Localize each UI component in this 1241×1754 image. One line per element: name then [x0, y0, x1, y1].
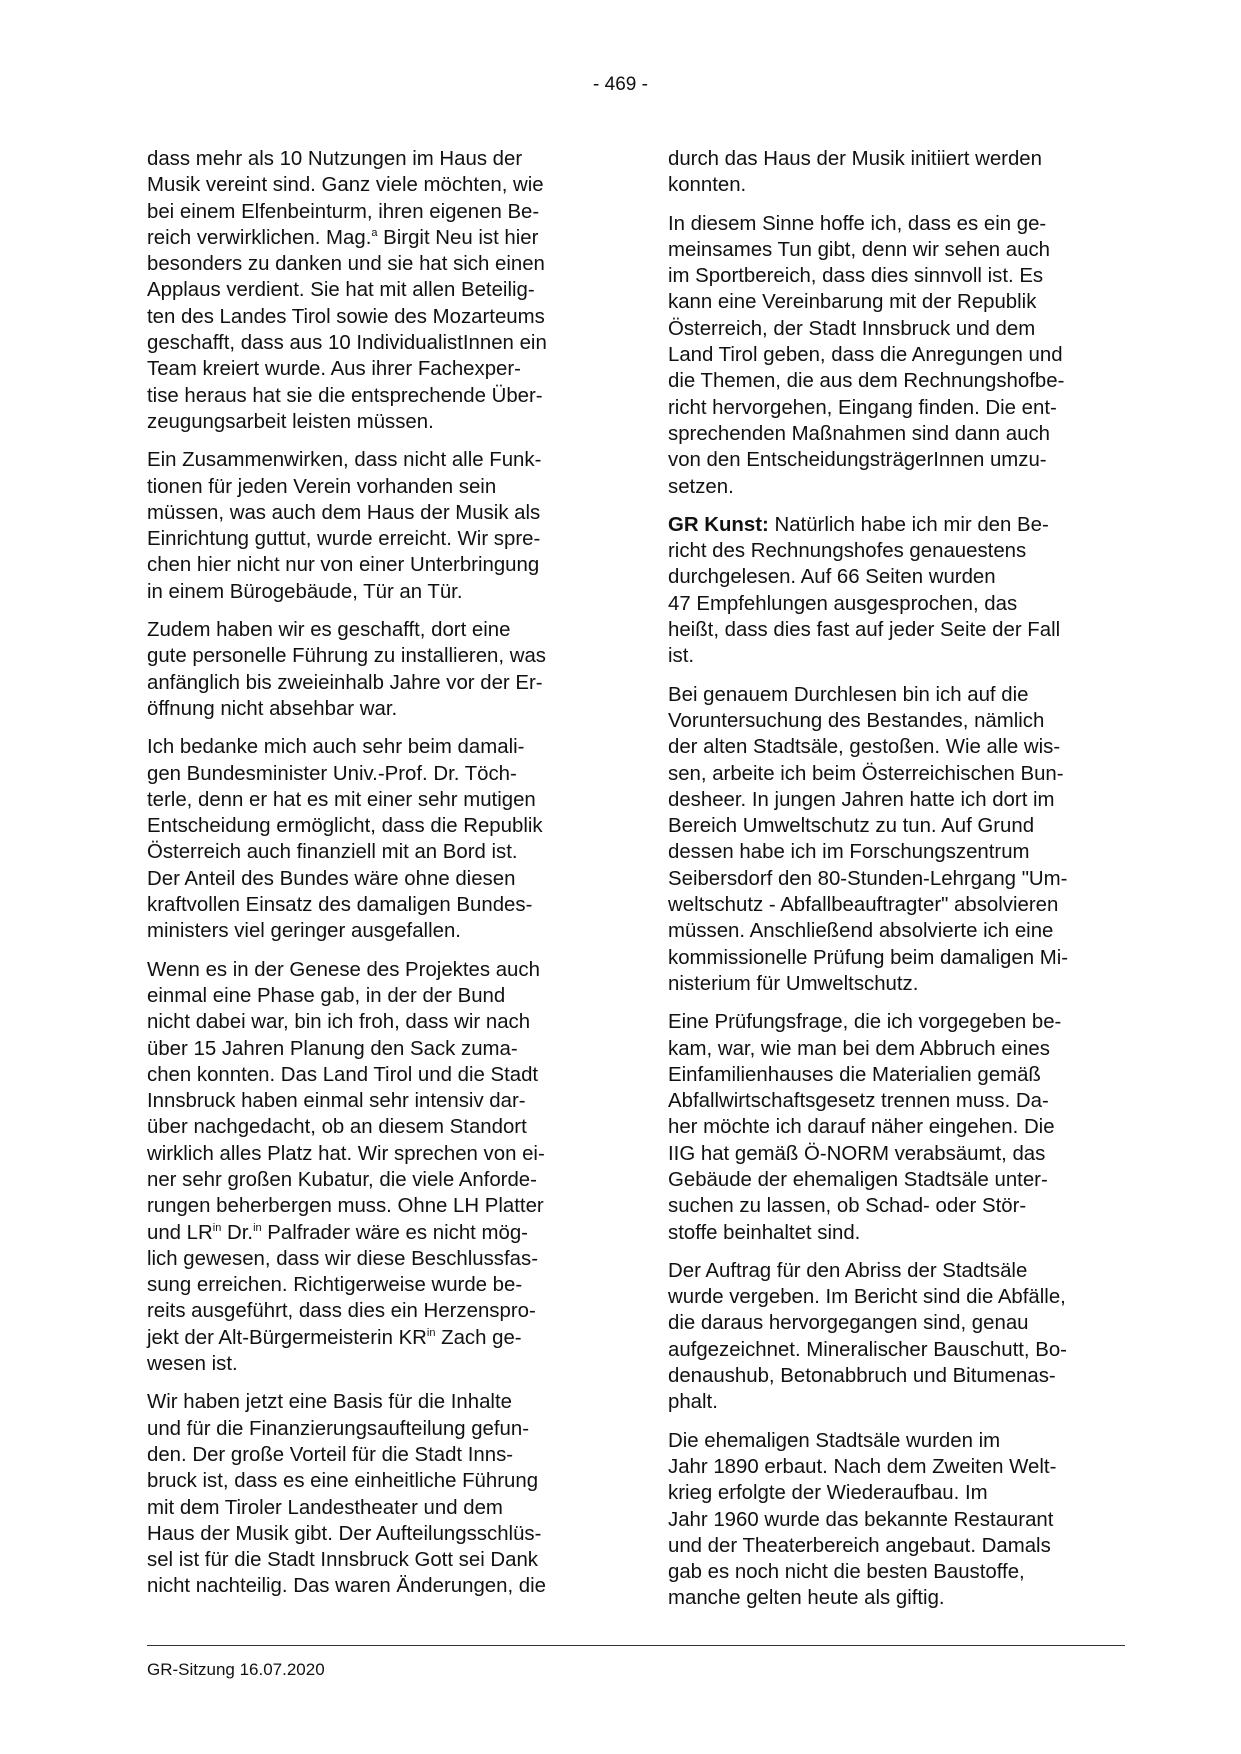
- superscript: in: [426, 1326, 436, 1339]
- text-line: desheer. In jungen Jahren hatte ich dort im: [668, 788, 1055, 811]
- text-line: über 15 Jahren Planung den Sack zuma-: [147, 1037, 518, 1060]
- paragraph: [668, 512, 1124, 670]
- superscript: in: [253, 1221, 262, 1234]
- text-fragment: jekt der Alt-Bürgermeisterin KR: [147, 1326, 427, 1349]
- text-line: meinsames Tun gibt, denn wir sehen auch: [668, 238, 1050, 261]
- text-line: gute personelle Führung zu installieren, was: [147, 645, 546, 668]
- text-line: ten des Landes Tirol sowie des Mozarteums: [147, 305, 545, 328]
- text-line: Entscheidung ermöglicht, dass die Republik: [147, 815, 543, 838]
- text-line: nicht nachteilig. Das waren Änderungen, die: [147, 1575, 547, 1598]
- text-line: her möchte ich darauf näher eingehen. Die: [668, 1116, 1055, 1139]
- right-column: [668, 146, 1124, 1624]
- text-line: über nachgedacht, ob an diesem Standort: [147, 1116, 527, 1139]
- text-line: IIG hat gemäß Ö-NORM verabsäumt, das: [668, 1142, 1046, 1165]
- text-line: [147, 1220, 603, 1246]
- text-line: Haus der Musik gibt. Der Aufteilungsschlüs-: [147, 1522, 542, 1545]
- text-line: gab es noch nicht die besten Baustoffe,: [668, 1561, 1025, 1584]
- text-line: Der Anteil des Bundes wäre ohne diesen: [147, 867, 516, 890]
- text-line: Musik vereint sind. Ganz viele möchten, wie: [147, 174, 544, 197]
- text-fragment: Zach ge-: [435, 1326, 522, 1349]
- text-line: ist.: [668, 645, 695, 668]
- text-line: im Sportbereich, dass dies sinnvoll ist. Es: [668, 265, 1044, 288]
- text-fragment: Dr.: [221, 1221, 254, 1244]
- text-line: Wenn es in der Genese des Projektes auch: [147, 958, 540, 981]
- text-line: [147, 1325, 603, 1351]
- text-line: ministers viel geringer ausgefallen.: [147, 920, 461, 943]
- text-line: durch das Haus der Musik initiiert werden: [668, 148, 1042, 170]
- paragraph: [668, 211, 1124, 500]
- paragraph: [668, 1428, 1124, 1612]
- footer-divider: [147, 1645, 1125, 1646]
- text-line: In diesem Sinne hoffe ich, dass es ein ge-: [668, 212, 1047, 235]
- text-line: aufgezeichnet. Mineralischer Bauschutt, Bo-: [668, 1338, 1067, 1361]
- text-fragment: reich verwirklichen. Mag.: [147, 226, 372, 249]
- text-line: durchgelesen. Auf 66 Seiten wurden: [668, 566, 996, 589]
- text-line: Abfallwirtschaftsgesetz trennen muss. Da-: [668, 1090, 1049, 1113]
- text-line: den. Der große Vorteil für die Stadt Inns-: [147, 1443, 514, 1466]
- text-line: Der Auftrag für den Abriss der Stadtsäle: [668, 1259, 1028, 1282]
- text-line: Einfamilienhauses die Materialien gemäß: [668, 1063, 1041, 1086]
- text-line: in einem Bürogebäude, Tür an Tür.: [147, 580, 463, 603]
- text-line: kommissionelle Prüfung beim damaligen Mi-: [668, 946, 1069, 969]
- text-line: [147, 225, 603, 251]
- text-line: dass mehr als 10 Nutzungen im Haus der: [147, 148, 523, 170]
- text-line: nisterium für Umweltschutz.: [668, 972, 919, 995]
- text-line: kam, war, wie man bei dem Abbruch eines: [668, 1037, 1050, 1060]
- text-line: bruck ist, dass es eine einheitliche Führung: [147, 1470, 539, 1493]
- superscript: a: [371, 226, 378, 239]
- paragraph: [147, 957, 603, 1378]
- footer-session-date: GR-Sitzung 16.07.2020: [147, 1660, 325, 1679]
- text-fragment: und LR: [147, 1221, 213, 1244]
- text-fragment: Natürlich habe ich mir den Be-: [768, 513, 1049, 536]
- text-line: heißt, dass dies fast auf jeder Seite der Fall: [668, 619, 1061, 642]
- text-line: gen Bundesminister Univ.-Prof. Dr. Töch-: [147, 762, 517, 785]
- text-line: 47 Empfehlungen ausgesprochen, das: [668, 592, 1018, 615]
- text-line: Gebäude der ehemaligen Stadtsäle unter-: [668, 1168, 1048, 1191]
- text-line: Ein Zusammenwirken, dass nicht alle Funk-: [147, 449, 542, 472]
- text-line: sprechenden Maßnahmen sind dann auch: [668, 422, 1051, 445]
- text-line: müssen, was auch dem Haus der Musik als: [147, 501, 541, 524]
- text-line: und der Theaterbereich angebaut. Damals: [668, 1534, 1051, 1557]
- text-line: setzen.: [668, 475, 734, 498]
- paragraph: [668, 1009, 1124, 1246]
- text-line: suchen zu lassen, ob Schad- oder Stör-: [668, 1195, 1027, 1218]
- text-fragment: Birgit Neu ist hier: [377, 226, 539, 249]
- text-line: rungen beherbergen muss. Ohne LH Platter: [147, 1195, 544, 1218]
- text-line: kann eine Vereinbarung mit der Republik: [668, 291, 1037, 314]
- paragraph: [668, 1258, 1124, 1416]
- text-line: tionen für jeden Verein vorhanden sein: [147, 475, 497, 498]
- text-line: konnten.: [668, 174, 747, 197]
- text-line: lich gewesen, dass wir diese Beschlussfas-: [147, 1247, 538, 1270]
- text-line: nicht dabei war, bin ich froh, dass wir nach: [147, 1011, 531, 1034]
- text-line: wesen ist.: [147, 1353, 238, 1376]
- text-line: krieg erfolgte der Wiederaufbau. Im: [668, 1482, 988, 1505]
- text-line: wirklich alles Platz hat. Wir sprechen von ei-: [147, 1142, 545, 1165]
- text-line: Team kreiert wurde. Aus ihrer Fachexper-: [147, 358, 521, 381]
- text-line: Einrichtung guttut, wurde erreicht. Wir spre-: [147, 528, 541, 551]
- text-line: chen konnten. Das Land Tirol und die Stadt: [147, 1063, 539, 1086]
- text-line: tise heraus hat sie die entsprechende Über-: [147, 384, 543, 407]
- text-line: sel ist für die Stadt Innsbruck Gott sei Dank: [147, 1549, 538, 1572]
- text-line: stoffe beinhaltet sind.: [668, 1221, 861, 1244]
- paragraph: [147, 447, 603, 605]
- text-line: Seibersdorf den 80-Stunden-Lehrgang "Um-: [668, 867, 1068, 890]
- paragraph: [668, 682, 1124, 998]
- text-line: kraftvollen Einsatz des damaligen Bundes-: [147, 894, 533, 917]
- text-line: sen, arbeite ich beim Österreichischen Bun-: [668, 762, 1064, 785]
- text-line: wurde vergeben. Im Bericht sind die Abfälle,: [668, 1286, 1066, 1309]
- text-line: öffnung nicht absehbar war.: [147, 697, 398, 720]
- text-line: geschafft, dass aus 10 IndividualistInnen ein: [147, 332, 547, 355]
- speaker-name: GR Kunst:: [668, 513, 769, 536]
- text-line: Jahr 1960 wurde das bekannte Restaurant: [668, 1508, 1054, 1531]
- text-line: zeugungsarbeit leisten müssen.: [147, 410, 434, 433]
- text-line: besonders zu danken und sie hat sich einen: [147, 253, 545, 276]
- text-line: sung erreichen. Richtigerweise wurde be-: [147, 1274, 523, 1297]
- text-line: die daraus hervorgegangen sind, genau: [668, 1312, 1029, 1335]
- paragraph: [147, 734, 603, 944]
- text-line: chen hier nicht nur von einer Unterbringung: [147, 554, 540, 577]
- paragraph: [147, 146, 603, 435]
- text-line: Zudem haben wir es geschafft, dort eine: [147, 619, 511, 642]
- text-line: Österreich auch finanziell mit an Bord ist.: [147, 841, 518, 864]
- paragraph: [147, 617, 603, 722]
- text-line: [668, 512, 1124, 538]
- text-line: einmal eine Phase gab, in der der Bund: [147, 984, 506, 1007]
- text-line: mit dem Tiroler Landestheater und dem: [147, 1496, 503, 1519]
- text-line: bei einem Elfenbeinturm, ihren eigenen Be-: [147, 200, 540, 223]
- text-line: phalt.: [668, 1391, 718, 1414]
- text-line: Wir haben jetzt eine Basis für die Inhalte: [147, 1391, 512, 1414]
- text-line: Bereich Umweltschutz zu tun. Auf Grund: [668, 815, 1035, 838]
- text-line: Land Tirol geben, dass die Anregungen und: [668, 344, 1063, 367]
- paragraph: [147, 1389, 603, 1599]
- left-column: [147, 146, 603, 1612]
- text-line: Jahr 1890 erbaut. Nach dem Zweiten Welt-: [668, 1455, 1057, 1478]
- text-line: Innsbruck haben einmal sehr intensiv dar-: [147, 1090, 526, 1113]
- text-line: und für die Finanzierungsaufteilung gefun-: [147, 1417, 530, 1440]
- text-line: weltschutz - Abfallbeauftragter" absolvieren: [668, 894, 1059, 917]
- text-line: anfänglich bis zweieinhalb Jahre vor der Er-: [147, 671, 543, 694]
- paragraph: [668, 146, 1124, 199]
- text-fragment: Palfrader wäre es nicht mög-: [261, 1221, 528, 1244]
- text-line: Applaus verdient. Sie hat mit allen Beteilig-: [147, 279, 535, 302]
- text-line: ner sehr großen Kubatur, die viele Anforde-: [147, 1168, 537, 1191]
- text-line: die Themen, die aus dem Rechnungshofbe-: [668, 370, 1065, 393]
- text-line: richt des Rechnungshofes genauestens: [668, 540, 1027, 563]
- text-line: müssen. Anschließend absolvierte ich eine: [668, 920, 1054, 943]
- text-line: dessen habe ich im Forschungszentrum: [668, 841, 1030, 864]
- text-line: von den EntscheidungsträgerInnen umzu-: [668, 449, 1047, 472]
- text-line: Österreich, der Stadt Innsbruck und dem: [668, 317, 1036, 340]
- superscript: in: [212, 1221, 222, 1234]
- page-number: - 469 -: [593, 74, 648, 95]
- text-line: der alten Stadtsäle, gestoßen. Wie alle wis-: [668, 736, 1061, 759]
- text-line: reits ausgeführt, dass dies ein Herzenspro-: [147, 1300, 536, 1323]
- text-line: richt hervorgehen, Eingang finden. Die ent-: [668, 396, 1057, 419]
- text-line: Voruntersuchung des Bestandes, nämlich: [668, 709, 1045, 732]
- text-line: Die ehemaligen Stadtsäle wurden im: [668, 1429, 1001, 1452]
- text-line: denaushub, Betonabbruch und Bitumenas-: [668, 1365, 1056, 1388]
- text-line: Ich bedanke mich auch sehr beim damali-: [147, 736, 525, 759]
- text-line: Bei genauem Durchlesen bin ich auf die: [668, 683, 1029, 706]
- text-line: terle, denn er hat es mit einer sehr mutigen: [147, 788, 536, 811]
- text-line: Eine Prüfungsfrage, die ich vorgegeben be-: [668, 1011, 1062, 1034]
- text-line: manche gelten heute als giftig.: [668, 1587, 945, 1610]
